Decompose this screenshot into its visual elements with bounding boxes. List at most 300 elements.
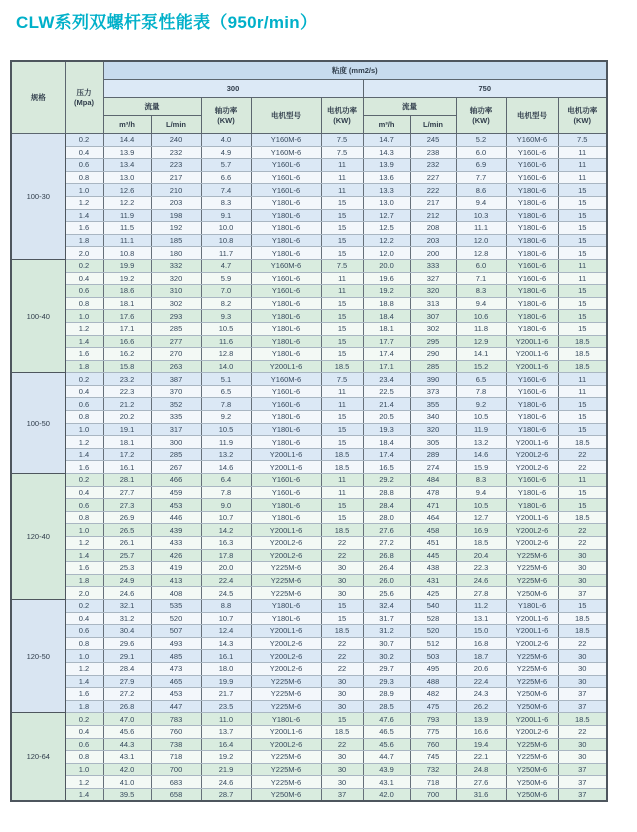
motor-power-750: 37 — [558, 763, 607, 776]
motor-power-300: 18.5 — [321, 625, 363, 638]
flow-m3h-750: 21.4 — [363, 398, 410, 411]
shaft-power-750: 13.9 — [456, 713, 506, 726]
shaft-power-300: 12.4 — [201, 625, 251, 638]
motor-power-750: 15 — [558, 411, 607, 424]
flow-m3h-750: 13.6 — [363, 171, 410, 184]
motor-power-label: 电机功率 — [567, 106, 598, 116]
table-row — [11, 373, 607, 386]
motor-power-750: 18.5 — [558, 625, 607, 638]
motor-power-750: 15 — [558, 499, 607, 512]
shaft-power-300: 19.9 — [201, 675, 251, 688]
flow-lmin-750: 208 — [410, 222, 456, 235]
motor-power-300: 15 — [321, 411, 363, 424]
flow-lmin-300: 310 — [151, 285, 201, 298]
pressure-value: 0.8 — [65, 411, 103, 424]
flow-m3h-750: 31.2 — [363, 625, 410, 638]
flow-m3h-300: 28.4 — [103, 662, 151, 675]
shaft-power-750: 9.2 — [456, 398, 506, 411]
motor-power-300: 11 — [321, 398, 363, 411]
flow-m3h-750: 28.4 — [363, 499, 410, 512]
shaft-power-750: 6.0 — [456, 146, 506, 159]
page-title: CLW系列双螺杆泵性能表（950r/min） — [16, 13, 318, 32]
pressure-value: 0.4 — [65, 725, 103, 738]
motor-power-750: 22 — [558, 637, 607, 650]
pressure-value: 0.6 — [65, 738, 103, 751]
flow-m3h-750: 20.0 — [363, 259, 410, 272]
motor-model-750: Y225M-6 — [506, 549, 558, 562]
pressure-value: 1.0 — [65, 650, 103, 663]
motor-model-300: Y180L-6 — [251, 209, 321, 222]
shaft-power-300: 7.8 — [201, 486, 251, 499]
table-row — [11, 549, 607, 562]
motor-power-750: 11 — [558, 259, 607, 272]
performance-table — [10, 60, 608, 802]
flow-lmin-750: 313 — [410, 297, 456, 310]
flow-lmin-750: 203 — [410, 234, 456, 247]
flow-lmin-750: 793 — [410, 713, 456, 726]
pressure-value: 0.2 — [65, 134, 103, 147]
pressure-value: 0.2 — [65, 259, 103, 272]
table-row — [11, 675, 607, 688]
spec-cell: 120-50 — [11, 599, 65, 712]
motor-model-300: Y160M-6 — [251, 134, 321, 147]
shaft-power-750: 24.6 — [456, 574, 506, 587]
flow-lmin-300: 446 — [151, 511, 201, 524]
motor-power-300: 22 — [321, 537, 363, 550]
motor-power-750: 22 — [558, 524, 607, 537]
flow-lmin-750: 451 — [410, 537, 456, 550]
motor-model-750: Y180L-6 — [506, 209, 558, 222]
table-row — [11, 159, 607, 172]
table-row — [11, 448, 607, 461]
motor-power-300: 22 — [321, 637, 363, 650]
motor-model-300: Y180L-6 — [251, 713, 321, 726]
flow-lmin-300: 447 — [151, 700, 201, 713]
motor-power-300: 11 — [321, 474, 363, 487]
flow-lmin-750: 290 — [410, 348, 456, 361]
motor-model-750: Y225M-6 — [506, 675, 558, 688]
motor-model-300: Y200L1-6 — [251, 625, 321, 638]
flow-lmin-300: 658 — [151, 788, 201, 801]
motor-power-300: 11 — [321, 385, 363, 398]
flow-lmin-300: 408 — [151, 587, 201, 600]
flow-m3h-750: 45.6 — [363, 738, 410, 751]
table-row — [11, 385, 607, 398]
pressure-value: 1.0 — [65, 184, 103, 197]
flow-lmin-300: 277 — [151, 335, 201, 348]
pressure-value: 1.0 — [65, 763, 103, 776]
motor-model-750: Y160L-6 — [506, 171, 558, 184]
flow-m3h-300: 26.1 — [103, 537, 151, 550]
motor-model-300: Y160L-6 — [251, 171, 321, 184]
motor-model-750: Y180L-6 — [506, 411, 558, 424]
motor-power-300: 7.5 — [321, 259, 363, 272]
motor-power-300: 18.5 — [321, 725, 363, 738]
shaft-power-750: 7.7 — [456, 171, 506, 184]
flow-m3h-300: 24.6 — [103, 587, 151, 600]
flow-lmin-300: 210 — [151, 184, 201, 197]
motor-power-750: 18.5 — [558, 360, 607, 373]
flow-m3h-300: 18.6 — [103, 285, 151, 298]
motor-model-300: Y180L-6 — [251, 310, 321, 323]
shaft-power-300: 12.8 — [201, 348, 251, 361]
motor-power-750: 11 — [558, 474, 607, 487]
flow-lmin-750: 464 — [410, 511, 456, 524]
flow-m3h-750: 19.2 — [363, 285, 410, 298]
shaft-power-300: 5.7 — [201, 159, 251, 172]
shaft-power-750: 19.4 — [456, 738, 506, 751]
flow-m3h-300: 39.5 — [103, 788, 151, 801]
motor-model-750: Y160L-6 — [506, 159, 558, 172]
shaft-power-label: 轴功率 — [469, 106, 493, 116]
motor-model-750: Y200L2-6 — [506, 461, 558, 474]
motor-power-300: 15 — [321, 436, 363, 449]
flow-lmin-300: 473 — [151, 662, 201, 675]
motor-model-300: Y180L-6 — [251, 423, 321, 436]
table-row — [11, 776, 607, 789]
flow-m3h-750: 26.8 — [363, 549, 410, 562]
motor-model-750: Y180L-6 — [506, 599, 558, 612]
motor-model-750: Y160L-6 — [506, 272, 558, 285]
shaft-power-300: 21.7 — [201, 688, 251, 701]
pressure-value: 1.4 — [65, 448, 103, 461]
table-row — [11, 688, 607, 701]
shaft-power-300: 28.7 — [201, 788, 251, 801]
flow-m3h-300: 21.2 — [103, 398, 151, 411]
flow-m3h-300: 17.2 — [103, 448, 151, 461]
flow-m3h-750: 29.2 — [363, 474, 410, 487]
flow-m3h-300: 27.9 — [103, 675, 151, 688]
spec-cell: 120-64 — [11, 713, 65, 802]
pressure-value: 1.6 — [65, 562, 103, 575]
motor-power-750: 30 — [558, 738, 607, 751]
flow-lmin-750: 320 — [410, 423, 456, 436]
flow-m3h-300: 25.7 — [103, 549, 151, 562]
flow-lmin-300: 370 — [151, 385, 201, 398]
shaft-power-750: 11.1 — [456, 222, 506, 235]
flow-m3h-750: 26.0 — [363, 574, 410, 587]
flow-m3h-750: 12.5 — [363, 222, 410, 235]
flow-lmin-300: 232 — [151, 146, 201, 159]
flow-lmin-300: 465 — [151, 675, 201, 688]
flow-lmin-300: 439 — [151, 524, 201, 537]
shaft-power-750: 12.9 — [456, 335, 506, 348]
table-row — [11, 562, 607, 575]
motor-power-300: 22 — [321, 662, 363, 675]
shaft-power-750: 27.6 — [456, 776, 506, 789]
flow-lmin-300: 217 — [151, 171, 201, 184]
flow-lmin-750: 212 — [410, 209, 456, 222]
motor-model-300: Y160L-6 — [251, 272, 321, 285]
motor-model-750: Y160L-6 — [506, 373, 558, 386]
shaft-power-750: 22.1 — [456, 751, 506, 764]
table-row — [11, 612, 607, 625]
pressure-value: 0.6 — [65, 159, 103, 172]
flow-lmin-750: 305 — [410, 436, 456, 449]
flow-lmin-750: 285 — [410, 360, 456, 373]
flow-m3h-750: 19.3 — [363, 423, 410, 436]
flow-lmin-750: 458 — [410, 524, 456, 537]
pressure-value: 0.2 — [65, 599, 103, 612]
shaft-power-300: 7.8 — [201, 398, 251, 411]
motor-power-750: 15 — [558, 310, 607, 323]
motor-power-300: 15 — [321, 209, 363, 222]
shaft-power-750: 9.4 — [456, 297, 506, 310]
shaft-power-300: 6.6 — [201, 171, 251, 184]
motor-model-300: Y160L-6 — [251, 385, 321, 398]
flow-lmin-300: 185 — [151, 234, 201, 247]
flow-m3h-300: 13.4 — [103, 159, 151, 172]
shaft-power-300: 8.8 — [201, 599, 251, 612]
motor-power-750: 22 — [558, 537, 607, 550]
shaft-power-750: 15.9 — [456, 461, 506, 474]
motor-power-750: 15 — [558, 297, 607, 310]
flow-lmin-300: 466 — [151, 474, 201, 487]
header-motor-model-750: 电机型号 — [506, 98, 558, 134]
header-flow-750: 流量 — [363, 98, 456, 116]
motor-model-750: Y250M-6 — [506, 776, 558, 789]
motor-model-750: Y180L-6 — [506, 184, 558, 197]
table-row — [11, 285, 607, 298]
table-row — [11, 335, 607, 348]
header-viscosity-750: 750 — [363, 80, 607, 98]
table-row — [11, 662, 607, 675]
shaft-power-300: 22.4 — [201, 574, 251, 587]
motor-model-750: Y250M-6 — [506, 700, 558, 713]
shaft-power-300: 11.6 — [201, 335, 251, 348]
motor-power-300: 11 — [321, 272, 363, 285]
shaft-power-300: 11.9 — [201, 436, 251, 449]
motor-power-300: 15 — [321, 612, 363, 625]
motor-power-750: 22 — [558, 725, 607, 738]
shaft-power-750: 14.6 — [456, 448, 506, 461]
shaft-power-300: 14.0 — [201, 360, 251, 373]
flow-lmin-750: 320 — [410, 285, 456, 298]
motor-model-750: Y180L-6 — [506, 222, 558, 235]
flow-lmin-750: 512 — [410, 637, 456, 650]
shaft-power-750: 10.3 — [456, 209, 506, 222]
flow-lmin-750: 503 — [410, 650, 456, 663]
motor-model-750: Y200L1-6 — [506, 625, 558, 638]
shaft-power-750: 20.6 — [456, 662, 506, 675]
motor-model-750: Y180L-6 — [506, 196, 558, 209]
motor-model-750: Y225M-6 — [506, 738, 558, 751]
motor-model-750: Y200L1-6 — [506, 713, 558, 726]
flow-lmin-750: 471 — [410, 499, 456, 512]
motor-power-300: 30 — [321, 751, 363, 764]
shaft-power-300: 17.8 — [201, 549, 251, 562]
shaft-power-300: 5.1 — [201, 373, 251, 386]
pressure-value: 1.8 — [65, 574, 103, 587]
flow-m3h-300: 17.1 — [103, 322, 151, 335]
flow-lmin-750: 540 — [410, 599, 456, 612]
motor-model-750: Y180L-6 — [506, 247, 558, 260]
motor-model-300: Y180L-6 — [251, 511, 321, 524]
motor-power-750: 30 — [558, 751, 607, 764]
flow-m3h-300: 20.2 — [103, 411, 151, 424]
motor-power-750: 18.5 — [558, 436, 607, 449]
motor-model-750: Y180L-6 — [506, 398, 558, 411]
pressure-value: 0.6 — [65, 499, 103, 512]
flow-m3h-300: 42.0 — [103, 763, 151, 776]
motor-power-750: 37 — [558, 587, 607, 600]
motor-power-750: 15 — [558, 196, 607, 209]
pressure-value: 1.8 — [65, 700, 103, 713]
pressure-value: 1.4 — [65, 549, 103, 562]
shaft-power-300: 4.7 — [201, 259, 251, 272]
pressure-value: 0.4 — [65, 612, 103, 625]
motor-power-750: 30 — [558, 662, 607, 675]
motor-power-300: 15 — [321, 322, 363, 335]
flow-lmin-750: 425 — [410, 587, 456, 600]
table-row — [11, 524, 607, 537]
flow-lmin-750: 520 — [410, 625, 456, 638]
motor-power-750: 37 — [558, 700, 607, 713]
shaft-power-750: 6.9 — [456, 159, 506, 172]
motor-power-300: 15 — [321, 297, 363, 310]
motor-power-750: 37 — [558, 788, 607, 801]
motor-power-300: 15 — [321, 196, 363, 209]
motor-model-300: Y180L-6 — [251, 234, 321, 247]
motor-power-300: 37 — [321, 788, 363, 801]
shaft-power-750: 7.8 — [456, 385, 506, 398]
motor-model-750: Y200L1-6 — [506, 511, 558, 524]
flow-lmin-750: 445 — [410, 549, 456, 562]
spec-cell: 100-50 — [11, 373, 65, 474]
pressure-value: 1.0 — [65, 310, 103, 323]
flow-lmin-300: 270 — [151, 348, 201, 361]
pressure-value: 0.2 — [65, 373, 103, 386]
header-viscosity-300: 300 — [103, 80, 363, 98]
flow-lmin-750: 373 — [410, 385, 456, 398]
flow-m3h-300: 19.2 — [103, 272, 151, 285]
shaft-power-750: 27.8 — [456, 587, 506, 600]
table-row — [11, 209, 607, 222]
flow-m3h-750: 18.4 — [363, 310, 410, 323]
flow-m3h-750: 46.5 — [363, 725, 410, 738]
motor-model-300: Y225M-6 — [251, 574, 321, 587]
motor-model-300: Y180L-6 — [251, 297, 321, 310]
motor-model-300: Y250M-6 — [251, 788, 321, 801]
header-pressure — [65, 61, 103, 134]
motor-power-750: 15 — [558, 247, 607, 260]
motor-model-750: Y200L2-6 — [506, 524, 558, 537]
motor-power-300: 30 — [321, 574, 363, 587]
flow-m3h-750: 29.3 — [363, 675, 410, 688]
header-motor-model-300: 电机型号 — [251, 98, 321, 134]
shaft-power-750: 31.6 — [456, 788, 506, 801]
motor-power-300: 15 — [321, 247, 363, 260]
shaft-power-label: 轴功率 — [214, 106, 238, 116]
shaft-power-750: 10.5 — [456, 499, 506, 512]
shaft-power-750: 14.1 — [456, 348, 506, 361]
pressure-value: 2.0 — [65, 247, 103, 260]
motor-model-750: Y200L1-6 — [506, 348, 558, 361]
shaft-power-750: 9.4 — [456, 486, 506, 499]
motor-power-300: 7.5 — [321, 146, 363, 159]
pressure-value: 1.6 — [65, 222, 103, 235]
table-row — [11, 461, 607, 474]
flow-lmin-750: 438 — [410, 562, 456, 575]
motor-power-750: 37 — [558, 688, 607, 701]
shaft-power-750: 16.6 — [456, 725, 506, 738]
motor-power-300: 15 — [321, 423, 363, 436]
motor-power-unit: (KW) — [573, 115, 591, 125]
flow-m3h-300: 14.4 — [103, 134, 151, 147]
shaft-power-750: 20.4 — [456, 549, 506, 562]
header-unit-m3h-300: m³/h — [103, 116, 151, 134]
pressure-value: 0.8 — [65, 637, 103, 650]
shaft-power-750: 12.0 — [456, 234, 506, 247]
motor-model-750: Y250M-6 — [506, 763, 558, 776]
flow-lmin-300: 240 — [151, 134, 201, 147]
flow-lmin-300: 317 — [151, 423, 201, 436]
pressure-value: 1.4 — [65, 335, 103, 348]
motor-model-300: Y180L-6 — [251, 196, 321, 209]
motor-model-750: Y225M-6 — [506, 574, 558, 587]
table-row — [11, 423, 607, 436]
motor-power-300: 18.5 — [321, 448, 363, 461]
motor-power-750: 30 — [558, 562, 607, 575]
pressure-value: 1.0 — [65, 423, 103, 436]
flow-lmin-300: 198 — [151, 209, 201, 222]
motor-model-750: Y160L-6 — [506, 385, 558, 398]
shaft-power-300: 14.6 — [201, 461, 251, 474]
flow-m3h-300: 19.1 — [103, 423, 151, 436]
flow-m3h-750: 22.5 — [363, 385, 410, 398]
table-row — [11, 146, 607, 159]
shaft-power-750: 24.8 — [456, 763, 506, 776]
table-row — [11, 196, 607, 209]
motor-power-750: 15 — [558, 322, 607, 335]
shaft-power-300: 23.5 — [201, 700, 251, 713]
shaft-power-750: 10.6 — [456, 310, 506, 323]
motor-model-300: Y160L-6 — [251, 285, 321, 298]
flow-m3h-300: 16.1 — [103, 461, 151, 474]
motor-model-750: Y225M-6 — [506, 650, 558, 663]
flow-lmin-300: 300 — [151, 436, 201, 449]
shaft-power-300: 10.0 — [201, 222, 251, 235]
motor-model-300: Y225M-6 — [251, 700, 321, 713]
flow-m3h-750: 30.7 — [363, 637, 410, 650]
motor-power-300: 15 — [321, 713, 363, 726]
motor-power-300: 30 — [321, 675, 363, 688]
motor-power-300: 30 — [321, 688, 363, 701]
flow-lmin-750: 307 — [410, 310, 456, 323]
flow-m3h-750: 13.9 — [363, 159, 410, 172]
flow-lmin-750: 488 — [410, 675, 456, 688]
flow-m3h-750: 18.8 — [363, 297, 410, 310]
pressure-value: 0.8 — [65, 751, 103, 764]
motor-power-300: 15 — [321, 499, 363, 512]
flow-m3h-750: 27.2 — [363, 537, 410, 550]
header-pressure-label: 压力 — [76, 88, 92, 98]
motor-model-750: Y160L-6 — [506, 146, 558, 159]
table-row — [11, 348, 607, 361]
motor-power-300: 22 — [321, 549, 363, 562]
flow-m3h-300: 13.9 — [103, 146, 151, 159]
motor-power-300: 30 — [321, 776, 363, 789]
flow-lmin-300: 285 — [151, 322, 201, 335]
motor-model-300: Y200L1-6 — [251, 524, 321, 537]
flow-lmin-300: 387 — [151, 373, 201, 386]
header-motor-power-750 — [558, 98, 607, 134]
flow-m3h-300: 43.1 — [103, 751, 151, 764]
shaft-power-300: 24.6 — [201, 776, 251, 789]
pressure-value: 1.4 — [65, 675, 103, 688]
flow-lmin-750: 327 — [410, 272, 456, 285]
motor-model-300: Y160L-6 — [251, 486, 321, 499]
